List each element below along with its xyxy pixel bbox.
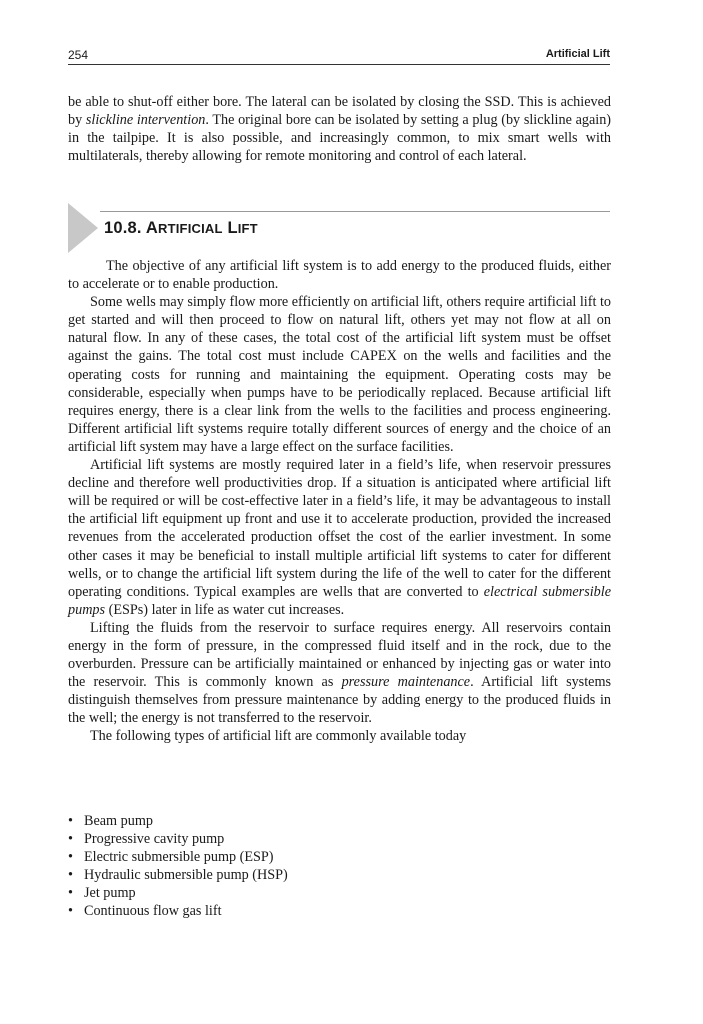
paragraph-1: The objective of any artificial lift system is to add energy to the produced fluids, either to accelerate or to enable production. — [68, 258, 611, 293]
section-rule — [100, 211, 610, 212]
bullet-icon: • — [68, 885, 73, 902]
section-title-word-2: LIFT — [227, 219, 258, 237]
paragraph-4: Lifting the fluids from the reservoir to surface requires energy. All reservoirs contain energy in the form of pressure, in the compressed fluid itself and in the rock, due to the overburden. Pressure can be artificially maintained or enhanced by injecting gas or water into the reservoir. This is commonly known as pressure maintenance. Artificial lift systems distinguish themselves from pressure maintenance by adding energy to the produced fluids in the well; the energy is not transferred to the reservoir. — [68, 619, 611, 727]
intro-paragraph — [68, 93, 611, 165]
paragraph-2: Some wells may simply flow more efficiently on artificial lift, others require artificial lift to get started and will then proceed to flow on natural lift, others yet may not flow at all on natural flow. In any of these cases, the total cost of the artificial lift system must be offset against the gains. The total cost must include CAPEX on the wells and facilities and the operating costs for running and maintaining the equipment. Operating costs may be considerable, especially when pumps have to be periodically replaced. Because artificial lift requires energy, there is a clear link from the wells to the facilities and process engineering. Different artificial lift systems require totally different sources of energy and the choice of an artificial lift system may have a large effect on the surface facilities. — [68, 294, 611, 455]
pressure-maintenance-emphasis: pressure maintenance — [341, 674, 471, 691]
bullet-icon: • — [68, 849, 73, 866]
paragraph-3: Artificial lift systems are mostly required later in a field’s life, when reservoir pressures decline and therefore well productivities drop. If a situation is anticipated where artificial lift will be required or will be cost-effective later in a field’s life, it may be advantageous to install the artificial lift equipment up front and use it to accelerate production, provided the increased revenues from the accelerated production offset the cost of the earlier investment. In some other cases it may be beneficial to install multiple artificial lift systems to cater for different wells, or to change the artificial lift system during the life of the well to cater for the different operating conditions. Typical examples are wells that are converted to electrical submersible pumps (ESPs) later in life as water cut increases. — [68, 457, 611, 618]
section-arrow-icon — [68, 203, 98, 253]
intro-text-2: . The original bore can be isolated by setting a plug (by slickline again) in the tailpipe. It is also possible, and increasingly common, to mix smart wells with multilaterals, thereby allowing for remote monitoring and control of each lateral. — [68, 112, 612, 165]
intro-emphasis: slickline intervention — [85, 112, 206, 129]
bullet-icon: • — [68, 813, 73, 829]
running-header — [68, 44, 610, 65]
section-body — [68, 257, 611, 746]
section-title-word-1: ARTIFICIAL — [145, 219, 223, 237]
bullet-icon: • — [68, 903, 73, 920]
section-number: 10.8. — [104, 219, 142, 237]
esp-emphasis: electrical submersible pumps — [68, 583, 611, 618]
section-heading — [68, 203, 610, 253]
artificial-lift-types-list — [68, 812, 288, 921]
section-arrow-shape — [68, 203, 98, 253]
list-item: • Progressive cavity pump — [68, 831, 225, 848]
section-title — [104, 219, 258, 238]
list-item: • Electric submersible pump (ESP) — [68, 849, 274, 866]
list-item: • Hydraulic submersible pump (HSP) — [68, 867, 288, 884]
list-item: • Jet pump — [68, 885, 136, 902]
bullet-icon: • — [68, 831, 73, 848]
page-number: 254 — [68, 48, 89, 62]
list-item: • Continuous flow gas lift — [68, 903, 222, 920]
bullet-icon: • — [68, 867, 73, 884]
intro-text-1: be able to shut-off either bore. The lateral can be isolated by closing the SSD. This is achieved by — [68, 94, 611, 129]
list-item: • Beam pump — [68, 813, 153, 829]
running-title: Artificial Lift — [545, 48, 610, 60]
paragraph-5: The following types of artificial lift are commonly available today — [90, 728, 467, 745]
